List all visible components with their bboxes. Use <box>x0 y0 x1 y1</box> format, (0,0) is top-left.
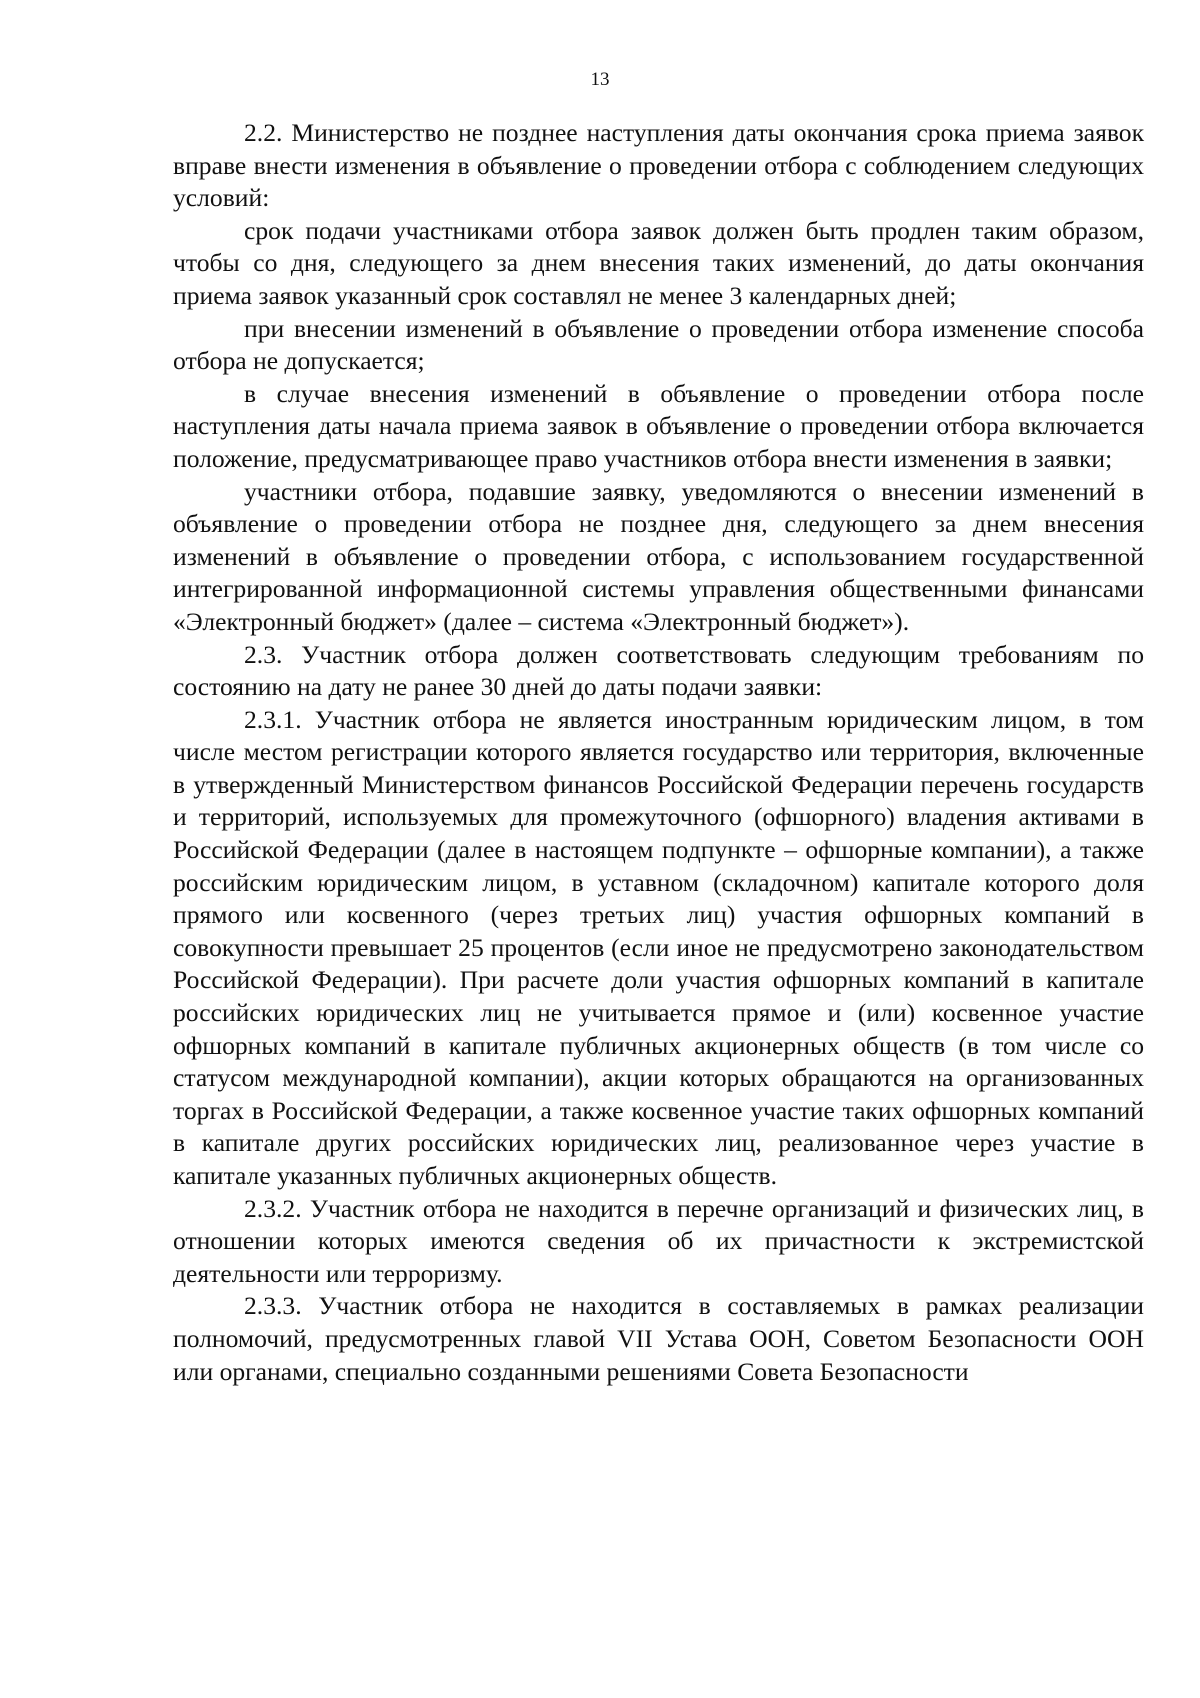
paragraph-2-3: 2.3. Участник отбора должен соответствовать следующим требованиям по состоянию на дату не ранее 30 дней до даты подачи заявки: <box>173 639 1144 702</box>
document-body <box>173 117 1144 1388</box>
paragraph-deadline-extension: срок подачи участниками отбора заявок должен быть продлен таким образом, чтобы со дня, следующего за днем внесения таких изменений, до даты окончания приема заявок указанный срок составлял не менее 3 календарных дней; <box>173 215 1144 310</box>
paragraph-participant-notification: участники отбора, подавшие заявку, уведомляются о внесении изменений в объявление о проведении отбора не позднее дня, следующего за днем внесения изменений в объявление о проведении отбора, с использованием государственной интегрированной информационной системы управления общественными финансами «Электронный бюджет» (далее – система «Электронный бюджет»). <box>173 476 1144 636</box>
paragraph-changes-after-start: в случае внесения изменений в объявление о проведении отбора после наступления даты начала приема заявок в объявление о проведении отбора включается положение, предусматривающее право участников отбора внести изменения в заявки; <box>173 378 1144 473</box>
paragraph-2-3-3: 2.3.3. Участник отбора не находится в составляемых в рамках реализации полномочий, предусмотренных главой VII Устава ООН, Советом Безопасности ООН или органами, специально созданными решениями Совета Безопасности <box>173 1291 1144 1386</box>
paragraph-method-change: при внесении изменений в объявление о проведении отбора изменение способа отбора не допускается; <box>173 313 1144 376</box>
paragraph-2-3-1: 2.3.1. Участник отбора не является иностранным юридическим лицом, в том числе местом регистрации которого является государство или территория, включенные в утвержденный Министерством финансов Российской Федерации перечень государств и территорий, используемых для промежуточного (офшорного) владения активами в Российской Федерации (далее в настоящем подпункте – офшорные компании), а также российским юридическим лицом, в уставном (складочном) капитале которого доля прямого или косвенного (через третьих лиц) участия офшорных компаний в совокупности превышает 25 процентов (если иное не предусмотрено законодательством Российской Федерации). При расчете доли участия офшорных компаний в капитале российских юридических лиц не учитывается прямое и (или) косвенное участие офшорных компаний в капитале публичных акционерных обществ (в том числе со статусом международной компании), акции которых обращаются на организованных торгах в Российской Федерации, а также косвенное участие таких офшорных компаний в капитале других российских юридических лиц, реализованное через участие в капитале указанных публичных акционерных обществ. <box>173 704 1144 1190</box>
paragraph-2-3-2: 2.3.2. Участник отбора не находится в перечне организаций и физических лиц, в отношении которых имеются сведения об их причастности к экстремистской деятельности или терроризму. <box>173 1193 1144 1288</box>
paragraph-2-2: 2.2. Министерство не позднее наступления даты окончания срока приема заявок вправе внести изменения в объявление о проведении отбора с соблюдением следующих условий: <box>173 118 1144 213</box>
page-number: 13 <box>590 69 610 90</box>
